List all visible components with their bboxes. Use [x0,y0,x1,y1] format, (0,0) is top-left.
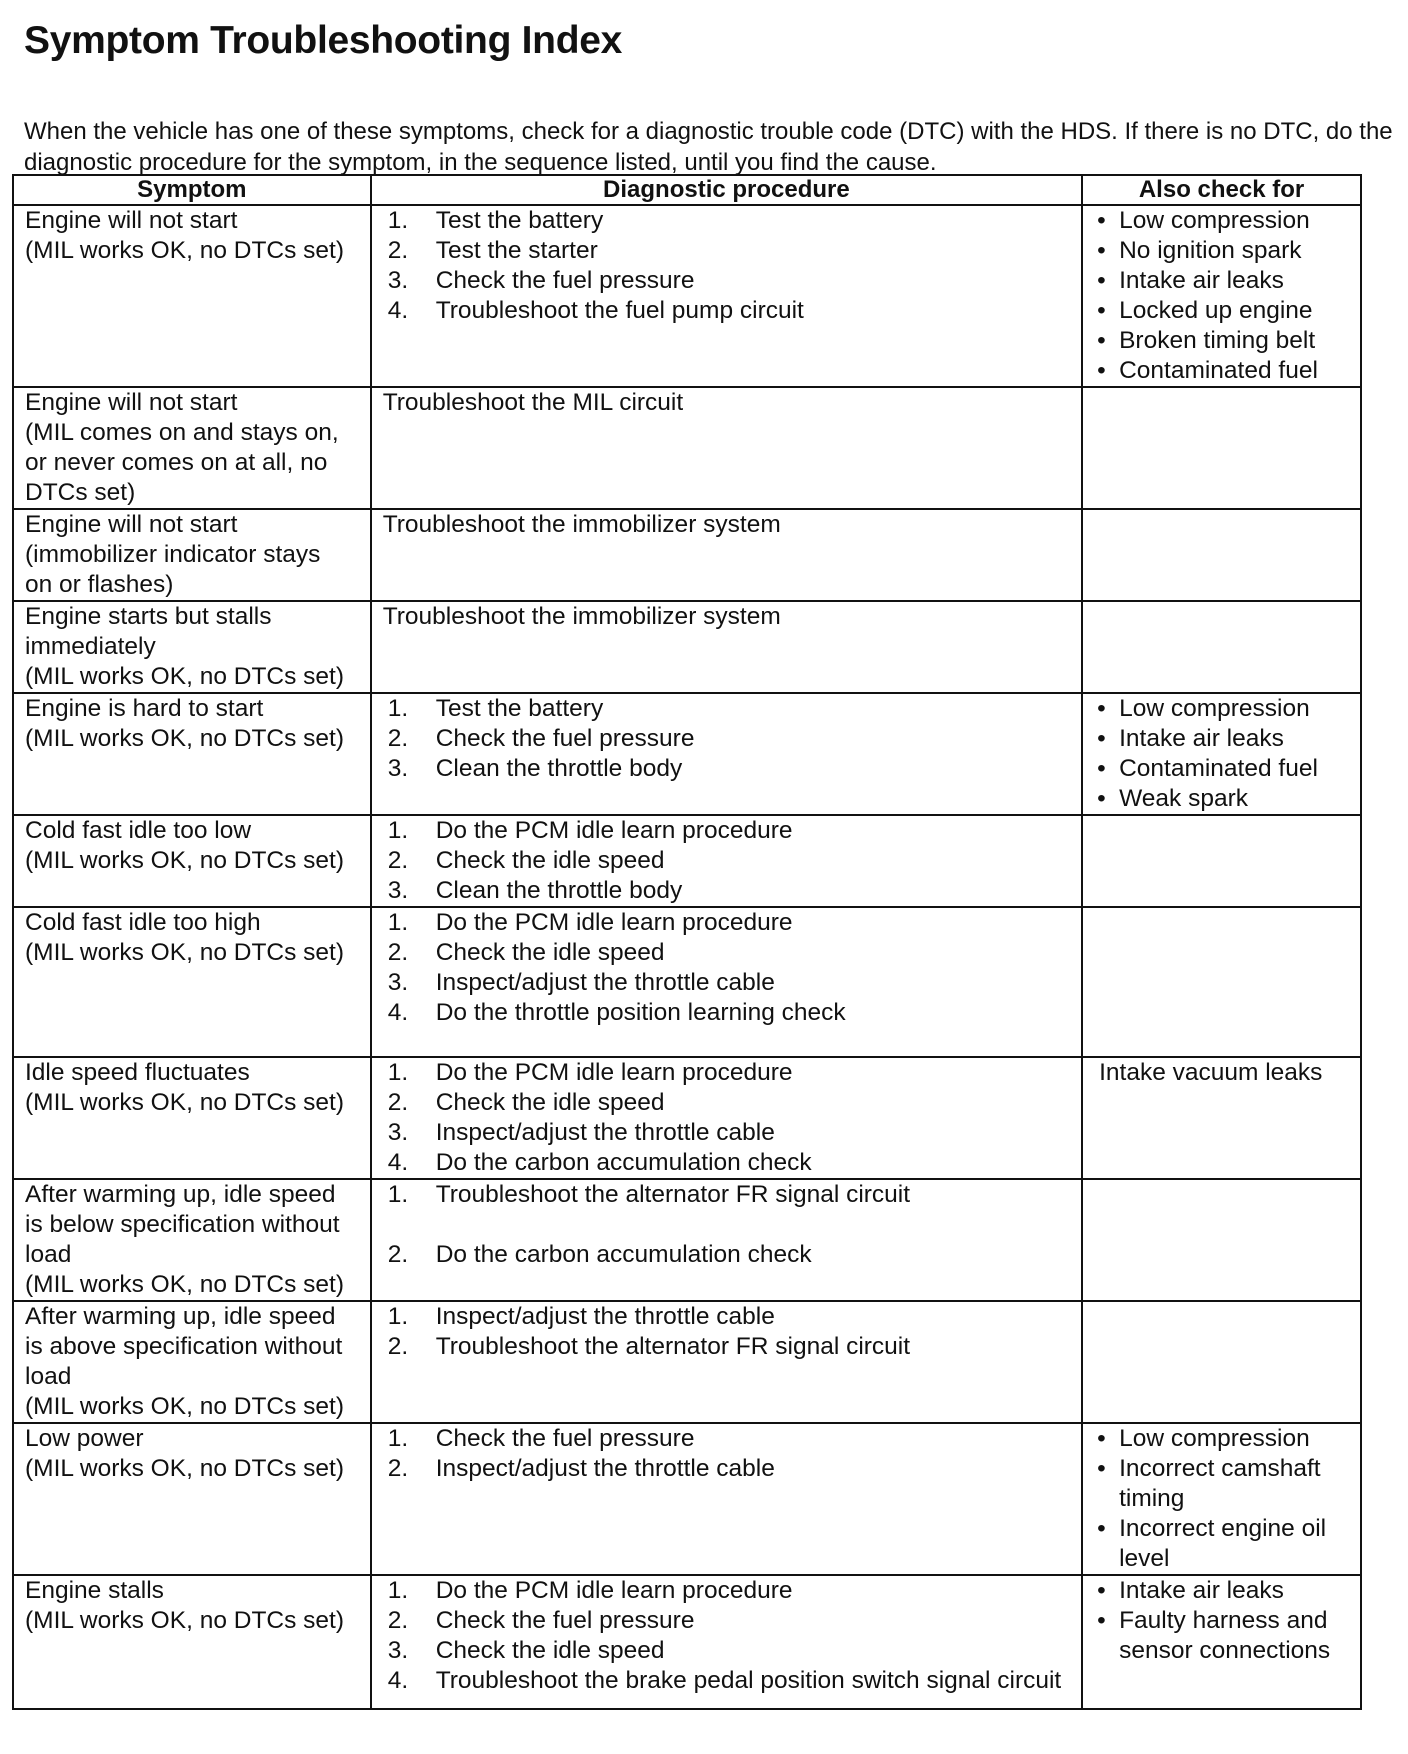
also-check-item: • Intake air leaks [1097,725,1284,752]
procedure-step: 4. Troubleshoot the brake pedal position switch signal circuit [387,1667,1062,1694]
procedure-step: 1. Inspect/adjust the throttle cable [387,1303,775,1330]
procedure-step: 1. Test the battery [387,695,604,722]
procedure-text: Troubleshoot the immobilizer system [382,603,781,630]
table-row [13,1301,1361,1423]
procedure-step: 1. Test the battery [387,207,604,234]
also-check-cell [1082,693,1361,815]
also-check-cell [1082,907,1361,1057]
symptom-line: Engine will not start [25,207,238,234]
symptom-line: Engine starts but stalls [25,603,272,630]
procedure-cell [371,1423,1082,1575]
symptom-line: (MIL works OK, no DTCs set) [25,939,345,966]
procedure-step: 2. Check the fuel pressure [387,1607,695,1634]
symptom-table [12,174,1362,1710]
procedure-step-gap [388,1210,1073,1240]
symptom-cell [13,1301,371,1423]
symptom-line: After warming up, idle speed [25,1303,336,1330]
also-check-cell [1082,815,1361,907]
symptom-line: (MIL works OK, no DTCs set) [25,1455,345,1482]
symptom-line: Engine will not start [25,511,238,538]
symptom-line: (MIL works OK, no DTCs set) [25,237,345,264]
symptom-line: Low power [25,1425,144,1452]
procedure-step: 1. Troubleshoot the alternator FR signal circuit [387,1181,911,1208]
document-page [24,18,1394,178]
procedure-step: 2. Check the idle speed [387,847,665,874]
procedure-cell [371,1179,1082,1301]
symptom-cell [13,1179,371,1301]
procedure-step: 1. Do the PCM idle learn procedure [387,1059,793,1086]
also-check-cell [1082,601,1361,693]
also-check-cell [1082,1179,1361,1301]
symptom-cell [13,387,371,509]
table-header-row [13,175,1361,205]
procedure-step: 2. Troubleshoot the alternator FR signal circuit [387,1333,911,1360]
table-row [13,1423,1361,1575]
procedure-step: 3. Check the fuel pressure [387,267,695,294]
symptom-line: load [25,1241,72,1268]
symptom-line: (MIL works OK, no DTCs set) [25,725,345,752]
table-row [13,1179,1361,1301]
symptom-line: immediately [25,633,156,660]
procedure-cell [371,205,1082,387]
procedure-step: 2. Inspect/adjust the throttle cable [387,1455,775,1482]
procedure-cell [371,601,1082,693]
table-row [13,601,1361,693]
procedure-step: 3. Clean the throttle body [387,877,683,904]
procedure-step: 1. Do the PCM idle learn procedure [387,817,793,844]
also-check-cell [1082,509,1361,601]
symptom-cell [13,509,371,601]
table-row [13,907,1361,1057]
table-row [13,815,1361,907]
procedure-cell [371,693,1082,815]
also-check-item: • Incorrect engine oil level [1097,1515,1327,1572]
symptom-line: or never comes on at all, no [25,449,328,476]
procedure-step: 3. Clean the throttle body [387,755,683,782]
procedure-step: 4. Do the carbon accumulation check [387,1149,812,1176]
also-check-item: • Intake air leaks [1097,267,1284,294]
symptom-cell [13,1423,371,1575]
symptom-cell [13,205,371,387]
table-row [13,693,1361,815]
intro-paragraph: When the vehicle has one of these symptoms, check for a diagnostic trouble code (DTC) with the HDS. If there is no DTC, do the diagnostic procedure for the symptom, in the sequence listed, until you find the cause. [24,118,1393,176]
procedure-step: 2. Check the idle speed [387,939,665,966]
also-check-cell [1082,205,1361,387]
also-check-item: • Contaminated fuel [1097,357,1318,384]
symptom-line: Engine is hard to start [25,695,264,722]
procedure-step: 1. Do the PCM idle learn procedure [387,909,793,936]
symptom-line: (MIL works OK, no DTCs set) [25,1089,345,1116]
also-check-item: • Low compression [1097,207,1310,234]
table-row [13,509,1361,601]
symptom-cell [13,907,371,1057]
header-symptom: Symptom [13,175,371,205]
symptom-line: Engine will not start [25,389,238,416]
procedure-step: 2. Check the idle speed [387,1089,665,1116]
procedure-step: 4. Troubleshoot the fuel pump circuit [387,297,804,324]
also-check-item: • Faulty harness and sensor connections [1097,1607,1331,1664]
symptom-line: is above specification without [25,1333,343,1360]
procedure-step: 3. Check the idle speed [387,1637,665,1664]
also-check-item: • Low compression [1097,695,1310,722]
also-check-item: • Locked up engine [1097,297,1313,324]
symptom-line: DTCs set) [25,479,136,506]
symptom-line: (MIL works OK, no DTCs set) [25,1393,345,1420]
symptom-line: is below specification without [25,1211,340,1238]
also-check-cell [1082,1575,1361,1709]
symptom-cell [13,601,371,693]
symptom-line: Engine stalls [25,1577,164,1604]
procedure-step: 2. Check the fuel pressure [387,725,695,752]
symptom-cell [13,693,371,815]
also-check-cell [1082,1301,1361,1423]
also-check-item: • Low compression [1097,1425,1310,1452]
symptom-cell [13,815,371,907]
procedure-step: 3. Inspect/adjust the throttle cable [387,1119,775,1146]
procedure-cell [371,509,1082,601]
symptom-line: Cold fast idle too high [25,909,261,936]
also-check-item: • No ignition spark [1097,237,1302,264]
table-row [13,387,1361,509]
also-check-item: Intake vacuum leaks [1099,1059,1323,1086]
table-row [13,1057,1361,1179]
procedure-step: 3. Inspect/adjust the throttle cable [387,969,775,996]
symptom-line: After warming up, idle speed [25,1181,336,1208]
procedure-cell [371,907,1082,1057]
symptom-cell [13,1057,371,1179]
symptom-line: Idle speed fluctuates [25,1059,250,1086]
procedure-step: 2. Test the starter [387,237,598,264]
procedure-cell [371,815,1082,907]
symptom-cell [13,1575,371,1709]
symptom-line: on or flashes) [25,571,174,598]
header-also-check: Also check for [1082,175,1361,205]
symptom-line: (MIL comes on and stays on, [25,419,339,446]
also-check-item: • Weak spark [1097,785,1248,812]
also-check-item: • Incorrect camshaft timing [1097,1455,1321,1512]
symptom-line: (MIL works OK, no DTCs set) [25,663,345,690]
symptom-line: load [25,1363,72,1390]
also-check-item: • Contaminated fuel [1097,755,1318,782]
table-row [13,205,1361,387]
procedure-cell [371,1301,1082,1423]
procedure-text: Troubleshoot the MIL circuit [382,389,684,416]
also-check-cell [1082,1057,1361,1179]
symptom-line: (MIL works OK, no DTCs set) [25,847,345,874]
header-procedure: Diagnostic procedure [371,175,1082,205]
procedure-step: 1. Do the PCM idle learn procedure [387,1577,793,1604]
symptom-line: (MIL works OK, no DTCs set) [25,1271,345,1298]
also-check-item: • Intake air leaks [1097,1577,1284,1604]
symptom-line: (immobilizer indicator stays [25,541,321,568]
procedure-text: Troubleshoot the immobilizer system [382,511,781,538]
procedure-cell [371,1575,1082,1709]
procedure-cell [371,387,1082,509]
page-title: Symptom Troubleshooting Index [24,19,622,62]
symptom-line: Cold fast idle too low [25,817,252,844]
procedure-cell [371,1057,1082,1179]
also-check-cell [1082,387,1361,509]
procedure-step: 1. Check the fuel pressure [387,1425,695,1452]
also-check-cell [1082,1423,1361,1575]
symptom-line: (MIL works OK, no DTCs set) [25,1607,345,1634]
procedure-step: 4. Do the throttle position learning check [387,999,846,1026]
procedure-step: 2. Do the carbon accumulation check [387,1241,812,1268]
also-check-item: • Broken timing belt [1097,327,1316,354]
table-row [13,1575,1361,1709]
